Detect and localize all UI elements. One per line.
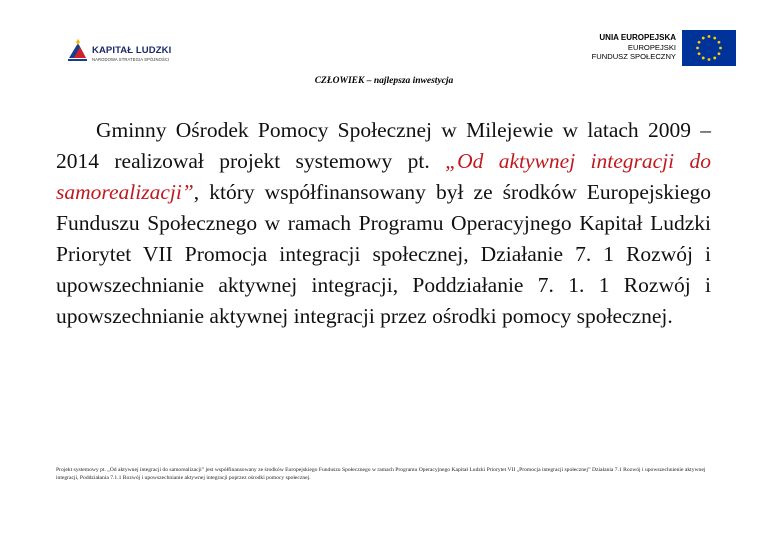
eu-line-3: FUNDUSZ SPOŁECZNY: [591, 52, 676, 61]
eu-logo: [586, 30, 736, 70]
eu-flag-icon: [682, 30, 736, 66]
main-paragraph: [56, 115, 711, 332]
eu-text: [592, 33, 676, 62]
eu-line-1: UNIA EUROPEJSKA: [599, 33, 676, 42]
project-title: „Od aktywnej integracji do samorealizacji”: [56, 149, 711, 204]
kapital-ludzki-logo: [66, 38, 186, 68]
kapital-ludzki-title: KAPITAŁ LUDZKI: [92, 45, 172, 56]
footer-note: Projekt systemowy pt. „Od aktywnej integracji do samorealizacji” jest współfinansowany ze środków Europejskiego Funduszu Społecznego w ramach Programu Operacyjnego Kapitał Ludzki Priorytet VII „Promocja integracji społecznej” Działania 7.1 Rozwój i upowszechnienie aktywnej integracji, Poddziałania 7.1.1 Rozwój i upowszechnianie aktywnej integracji poprzez ośrodki pomocy społecznej.: [56, 467, 706, 481]
eu-line-2: EUROPEJSKI: [627, 42, 676, 52]
motto: CZŁOWIEK – najlepsza inwestycja: [314, 76, 454, 86]
main-text-part1: Gminny Ośrodek Pomocy Społecznej w Milejewie w latach 2009 – 2014 realizował projekt systemowy pt.: [56, 118, 711, 173]
kapital-ludzki-subtitle: NARODOWA STRATEGIA SPÓJNOŚCI: [92, 57, 170, 62]
main-text-part2: , który współfinansowany był ze środków Europejskiego Funduszu Społecznego w ramach Programu Operacyjnego Kapitał Ludzki Priorytet VII Promocja integracji społecznej, Działanie 7. 1 Rozwój i upowszechnianie aktywnej integracji, Poddziałanie 7. 1. 1 Rozwój i upowszechnianie aktywnej integracji przez ośrodki pomocy społecznej.: [56, 180, 711, 328]
kapital-ludzki-emblem-icon: [66, 38, 90, 68]
